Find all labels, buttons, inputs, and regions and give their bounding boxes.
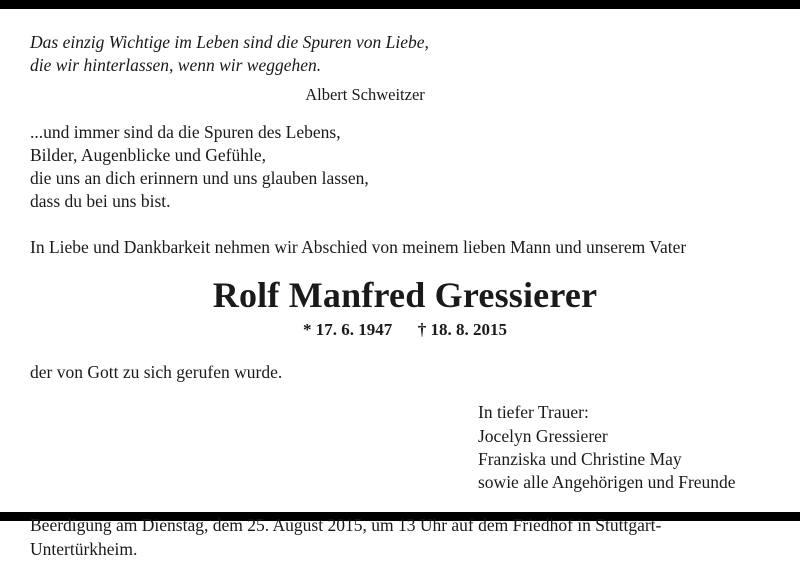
poem-line: die uns an dich erinnern und uns glauben lassen, — [30, 168, 369, 189]
intro-text: In Liebe und Dankbarkeit nehmen wir Abschied von meinem lieben Mann und unserem Vater — [30, 236, 687, 257]
funeral-details — [30, 514, 770, 561]
mourner-name: sowie alle Angehörigen und Freunde — [478, 472, 736, 493]
poem-block — [30, 121, 770, 214]
mourner-name: Franziska und Christine May — [478, 448, 682, 469]
after-dates-text: der von Gott zu sich gerufen wurde. — [30, 362, 283, 383]
quote-attribution: Albert Schweitzer — [305, 84, 425, 104]
mourner-name: Jocelyn Gressierer — [478, 425, 608, 446]
quote-block — [30, 31, 770, 77]
mourners-heading: In tiefer Trauer: — [478, 402, 589, 423]
life-dates: * 17. 6. 1947 † 18. 8. 2015 — [303, 320, 507, 340]
poem-line: Bilder, Augenblicke und Gefühle, — [30, 144, 266, 165]
mourners-block — [478, 401, 770, 494]
quote-line: die wir hinterlassen, wenn wir weggehen. — [30, 54, 322, 75]
quote-line: Das einzig Wichtige im Leben sind die Spuren von Liebe, — [30, 32, 429, 52]
poem-line: dass du bei uns bist. — [30, 191, 171, 212]
funeral-line: Beerdigung am Dienstag, dem 25. August 2015, um 13 Uhr auf dem Friedhof in Stuttgart- — [30, 515, 662, 536]
poem-line: ...und immer sind da die Spuren des Lebens, — [30, 121, 341, 142]
deceased-name: Rolf Manfred Gressierer — [212, 275, 598, 316]
funeral-line: Untertürkheim. — [30, 538, 138, 559]
